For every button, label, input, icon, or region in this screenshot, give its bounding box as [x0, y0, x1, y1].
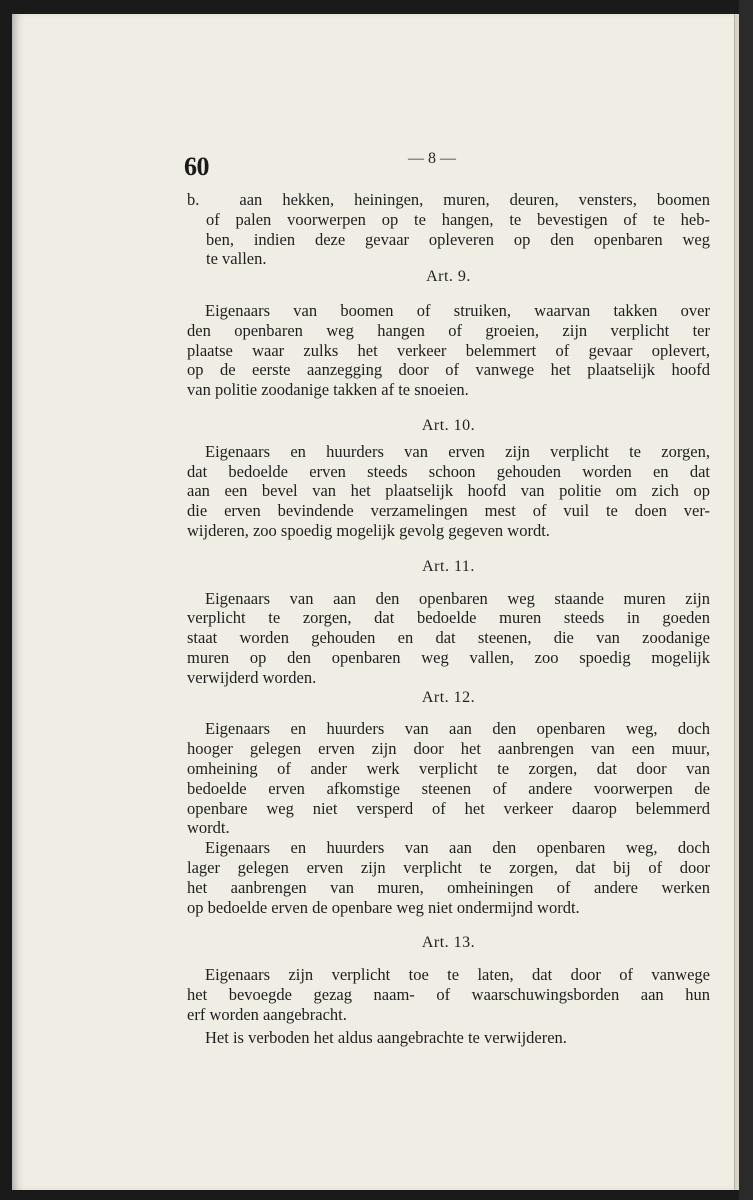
text-line: dat bedoelde erven steeds schoon gehouden worden en dat — [187, 461, 710, 481]
article-paragraph — [187, 838, 710, 917]
text-line: wijderen, zoo spoedig mogelijk gevolg gegeven wordt. — [187, 520, 550, 540]
text-line: Het is verboden het aldus aangebrachte te verwijderen. — [205, 1028, 567, 1048]
text-line: of palen voorwerpen op te hangen, te bevestigen of te heb- — [206, 209, 710, 229]
text-line: Eigenaars en huurders van aan den openbaren weg, doch — [205, 719, 710, 739]
text-line: ben, indien deze gevaar opleveren op den openbaren weg — [206, 229, 710, 249]
article-paragraph — [187, 719, 710, 838]
text-line: erf worden aangebracht. — [187, 1004, 347, 1024]
text-line: aan een bevel van het plaatselijk hoofd van politie om zich op — [187, 481, 710, 501]
article-paragraph — [187, 301, 710, 400]
text-line: den openbaren weg hangen of groeien, zijn verplicht ter — [187, 320, 710, 340]
text-line: Eigenaars zijn verplicht toe te laten, dat door of vanwege — [205, 965, 710, 985]
text-line: die erven bevindende verzamelingen mest of vuil te doen ver- — [187, 501, 710, 521]
text-line: muren op den openbaren weg vallen, zoo spoedig mogelijk — [187, 647, 710, 667]
article-paragraph — [187, 589, 710, 688]
text-line: omheining of ander werk verplicht te zorgen, dat door van — [187, 758, 710, 778]
folio-number: 60 — [184, 152, 209, 181]
article-paragraph — [187, 965, 710, 1024]
clause-b — [187, 190, 710, 269]
document-body — [187, 190, 710, 1048]
text-line: verplicht te zorgen, dat bedoelde muren steeds in goeden — [187, 608, 710, 628]
text-line: wordt. — [187, 818, 230, 838]
article-heading: Art. 9. — [426, 268, 471, 286]
text-line: Eigenaars en huurders van erven zijn verplicht te zorgen, — [205, 441, 710, 461]
article-heading: Art. 13. — [421, 934, 476, 952]
text-line: openbare weg niet versperd of het verkeer daarop belemmerd — [187, 798, 710, 818]
text-line: het bevoegde gezag naam- of waarschuwingsborden aan hun — [187, 984, 710, 1004]
scan-border — [739, 0, 753, 1200]
text-line: lager gelegen erven zijn verplicht te zorgen, dat bij of door — [187, 857, 710, 877]
text-line: staat worden gehouden en dat steenen, die van zoodanige — [187, 628, 710, 648]
page-number: — 8 — — [408, 150, 456, 167]
text-line: Eigenaars en huurders van aan den openbaren weg, doch — [205, 838, 710, 858]
article-heading: Art. 10. — [421, 416, 476, 434]
text-line: het aanbrengen van muren, omheiningen of andere werken — [187, 877, 710, 897]
article-paragraph — [187, 1028, 710, 1048]
text-line: te vallen. — [206, 249, 267, 269]
text-line: Eigenaars van boomen of struiken, waarvan takken over — [205, 300, 710, 320]
text-line: b. aan hekken, heiningen, muren, deuren, vensters, boomen — [187, 190, 710, 209]
article-paragraph — [187, 442, 710, 541]
text-line: bedoelde erven afkomstige steenen of andere voorwerpen de — [187, 778, 710, 798]
text-line: plaatse waar zulks het verkeer belemmert of gevaar oplevert, — [187, 340, 710, 360]
article-heading: Art. 12. — [421, 688, 476, 706]
article-heading: Art. 11. — [422, 557, 475, 575]
text-line: op de eerste aanzegging door of vanwege het plaatselijk hoofd — [187, 360, 710, 380]
text-line: op bedoelde erven de openbare weg niet ondermijnd wordt. — [187, 897, 580, 917]
text-line: hooger gelegen erven zijn door het aanbrengen van een muur, — [187, 739, 710, 759]
text-line: van politie zoodanige takken af te snoeien. — [187, 380, 469, 400]
text-line: Eigenaars van aan den openbaren weg staande muren zijn — [205, 588, 710, 608]
clause-label: b. — [187, 190, 200, 209]
text-line: verwijderd worden. — [187, 667, 317, 687]
